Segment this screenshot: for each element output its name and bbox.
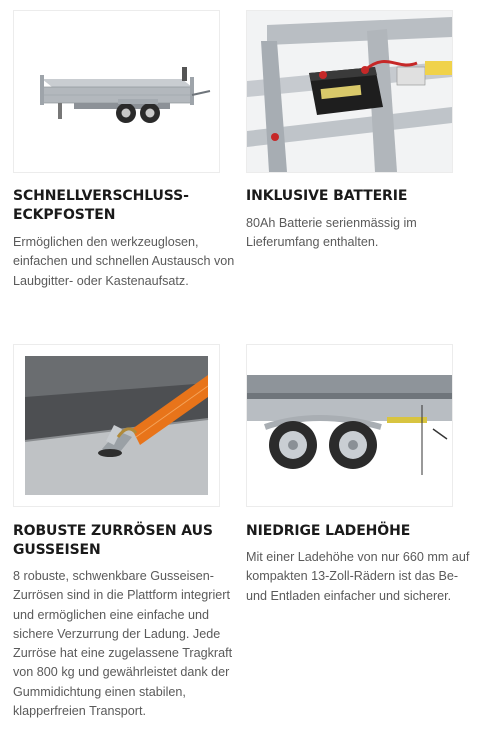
feature-description: 8 robuste, schwenkbare Gusseisen-Zurrösen sind in die Plattform integriert und ermöglichen eine einfache und sichere Verzurrung der Ladung. Jede Zurröse hat eine zugelassene Tragkraft von 800 kg und gewährleistet dank der Gummidichtung einen stabilen, klapperfreien Transport. [13,569,233,719]
battery-image [246,10,453,173]
feature-description: Mit einer Ladehöhe von nur 660 mm auf kompakten 13-Zoll-Rädern ist das Be- und Entladen einfacher und sicherer. [246,550,470,603]
feature-description: Ermöglichen den werkzeuglosen, einfachen und schnellen Austausch von Laubgitter- oder Kastenaufsatz. [13,235,235,288]
feature-title: ROBUSTE ZURRÖSEN AUS GUSSEISEN [13,523,213,558]
trailer-side-image [13,10,220,173]
feature-title: INKLUSIVE BATTERIE [246,188,408,204]
lashing-ring-image [13,344,220,507]
feature-title: SCHNELLVERSCHLUSS- ECKPFOSTEN [13,188,189,223]
wheels-image [246,344,453,507]
feature-description: 80Ah Batterie serienmässig im Lieferumfang enthalten. [246,216,417,250]
feature-title: NIEDRIGE LADEHÖHE [246,523,411,539]
